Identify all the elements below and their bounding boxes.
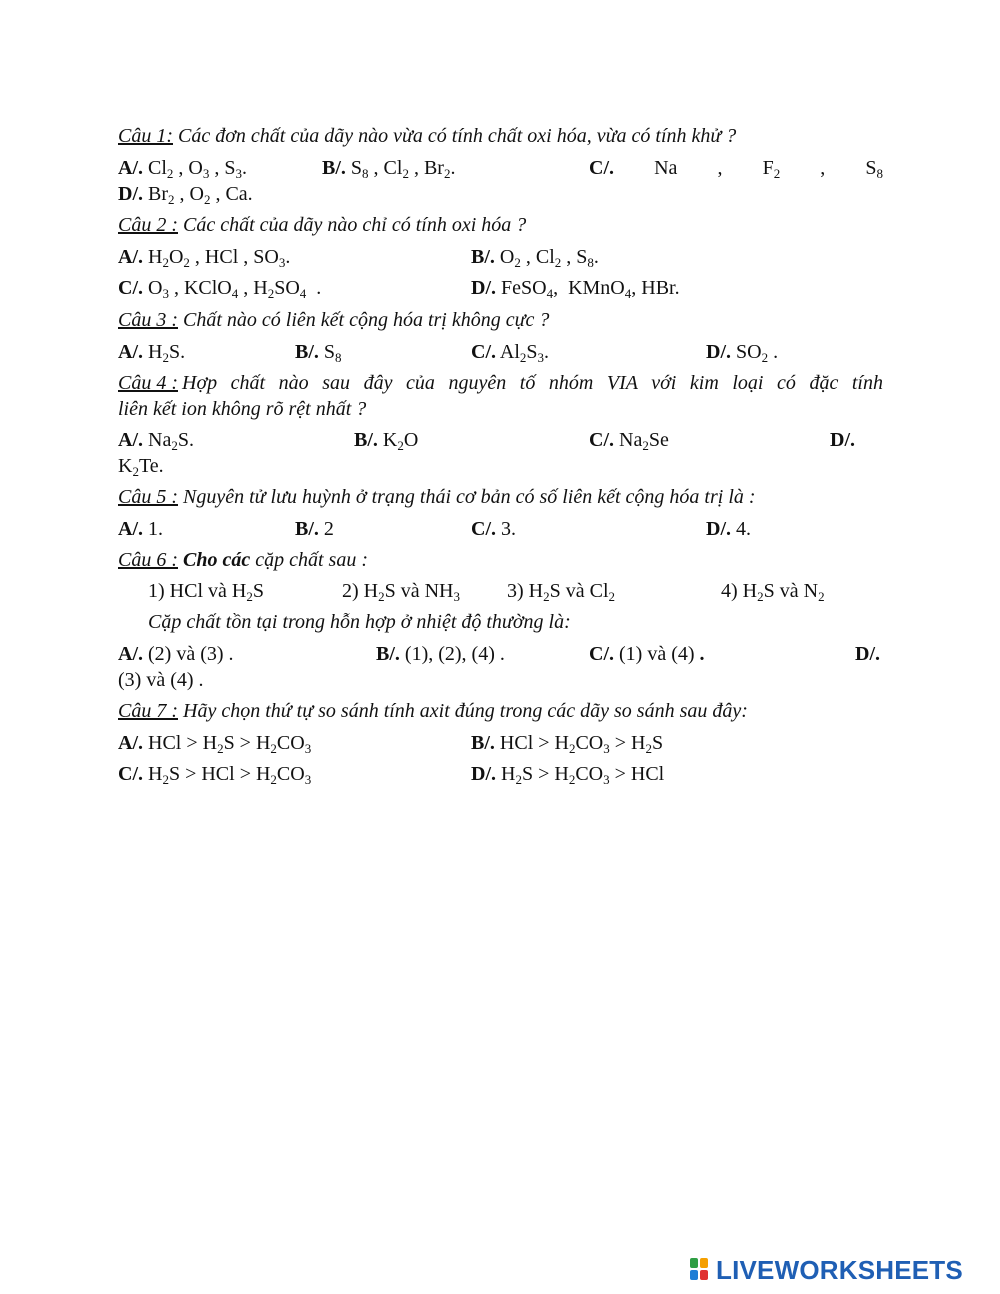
option-d[interactable]: D/. $H_2S > H_2CO_3$ > HCl [471, 763, 665, 787]
option-a[interactable]: A/. 1. [118, 518, 163, 540]
question-number: Câu 5 : [118, 486, 178, 508]
question-4 [118, 371, 883, 395]
option-b[interactable]: B/. $S_8$ [295, 341, 342, 365]
option-b[interactable]: B/. (1), (2), (4) . [376, 643, 505, 665]
option-c[interactable]: C/. (1) và (4) . [589, 643, 705, 665]
question-number: Câu 4 : [118, 372, 178, 394]
pair-4: 4) $H_2S$ và $N_2$ [721, 580, 825, 604]
option-c[interactable]: C/. $Na_2Se$ [589, 429, 669, 453]
question-number: Câu 3 : [118, 309, 178, 331]
question-number: Câu 7 : [118, 700, 178, 722]
option-a[interactable]: A/. $Na_2S$. [118, 429, 194, 453]
question-4-cont: liên kết ion không rõ rệt nhất ? [118, 398, 367, 420]
liveworksheets-logo[interactable] [690, 1255, 963, 1285]
option-b[interactable]: B/. 2 [295, 518, 334, 540]
option-d[interactable]: (3) và (4) . [118, 669, 204, 691]
question-text: Hợp chất nào sau đây của nguyên tố nhóm VIA với kim loại có đặc tính [182, 372, 883, 394]
option-c[interactable]: C/. $H_2S$ > HCl > $H_2CO_3$ [118, 763, 312, 787]
question-7 [118, 699, 748, 723]
option-c[interactable]: C/. Na , $F_2$ , $S_8$ [589, 157, 883, 181]
option-b[interactable]: B/. $S_8$ , $Cl_2$ , $Br_2$. [322, 157, 456, 181]
option-c[interactable]: C/. $O_3$ , KClO$_4$ , $H_2SO_4$ . [118, 277, 322, 301]
option-d[interactable]: D/. FeSO$_4$, KMnO$_4$, HBr. [471, 277, 680, 301]
question-text: Hãy chọn thứ tự so sánh tính axit đúng trong các dãy so sánh sau đây: [178, 700, 748, 722]
question-text: cặp chất sau : [250, 549, 368, 571]
option-d-label[interactable]: D/. [830, 429, 855, 451]
brand-name: LIVEWORKSHEETS [716, 1254, 963, 1285]
question-text: Các đơn chất của dãy nào vừa có tính chất oxi hóa, vừa có tính khử ? [173, 125, 737, 147]
option-b[interactable]: B/. $O_2$ , $Cl_2$ , $S_8$. [471, 246, 599, 270]
option-b[interactable]: B/. HCl > $H_2CO_3 > H_2S$ [471, 732, 664, 756]
question-2 [118, 213, 526, 237]
question-text: Các chất của dãy nào chỉ có tính oxi hóa ? [178, 214, 527, 236]
option-d[interactable]: D/. $SO_2$ . [706, 341, 779, 365]
option-c[interactable]: C/. 3. [471, 518, 516, 540]
pair-2: 2) $H_2S$ và $NH_3$ [342, 580, 460, 604]
question-6: Câu 6 : Cho các cặp chất sau : [118, 549, 368, 571]
question-text: Nguyên tử lưu huỳnh ở trạng thái cơ bản có số liên kết cộng hóa trị là : [178, 486, 756, 508]
question-3 [118, 308, 549, 332]
question-number: Câu 1: [118, 125, 173, 147]
option-d[interactable]: $K_2Te$. [118, 455, 164, 479]
option-a[interactable]: A/. $H_2O_2$ , HCl , $SO_3$. [118, 246, 291, 270]
option-d-label[interactable]: D/. [855, 643, 880, 665]
option-a[interactable]: A/. $Cl_2$ , $O_3$ , $S_3$. [118, 157, 247, 181]
option-a[interactable]: A/. HCl > $H_2S > H_2CO_3$ [118, 732, 312, 756]
option-b[interactable]: B/. $K_2O$ [354, 429, 419, 453]
option-a[interactable]: A/. $H_2S$. [118, 341, 186, 365]
question-5 [118, 485, 756, 509]
option-d[interactable]: D/. $Br_2$ , $O_2$ , Ca. [118, 183, 253, 207]
logo-mark-icon [690, 1258, 712, 1282]
pair-1: 1) HCl và $H_2S$ [148, 580, 264, 604]
question-number: Câu 2 : [118, 214, 178, 236]
question-6-stem: Cặp chất tồn tại trong hỗn hợp ở nhiệt độ thường là: [148, 611, 571, 633]
question-text: Chất nào có liên kết cộng hóa trị không cực ? [178, 309, 550, 331]
option-a[interactable]: A/. (2) và (3) . [118, 643, 234, 665]
option-c[interactable]: C/. $Al_2S_3$. [471, 341, 550, 365]
option-d[interactable]: D/. 4. [706, 518, 751, 540]
pair-3: 3) $H_2S$ và $Cl_2$ [507, 580, 616, 604]
question-number: Câu 6 : [118, 549, 178, 571]
question-1 [118, 124, 736, 148]
